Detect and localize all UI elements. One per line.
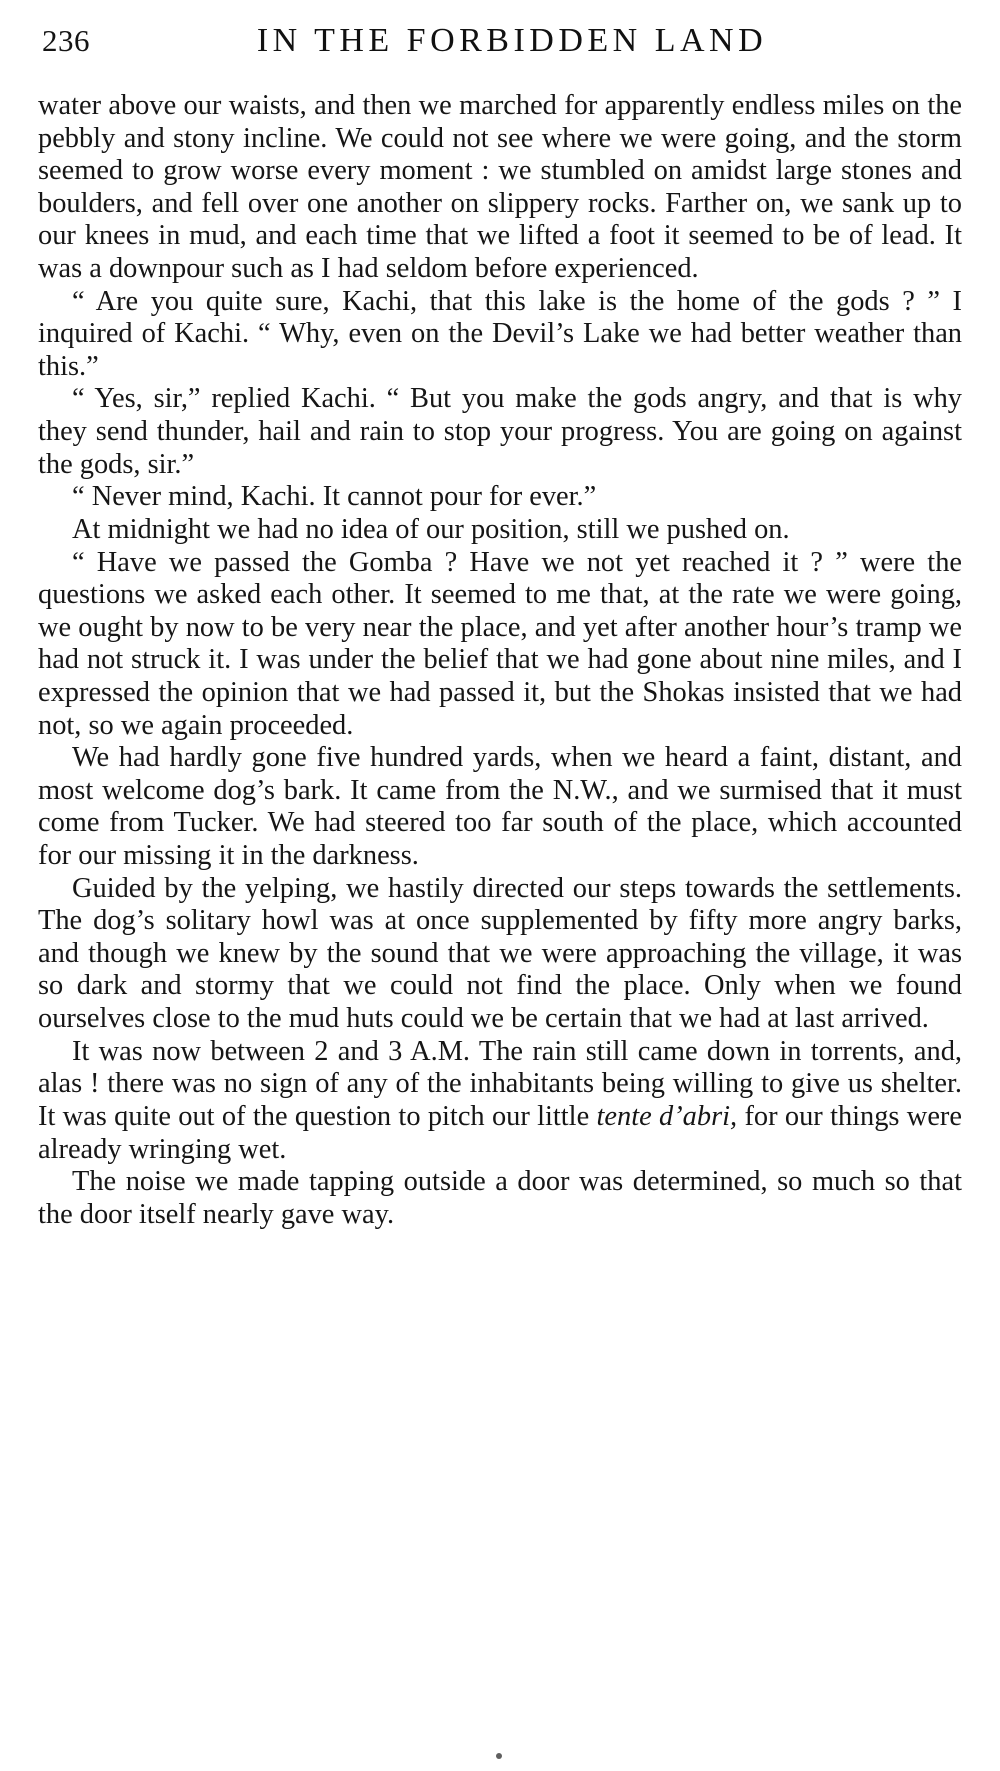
paragraph: At midnight we had no idea of our position, still we pushed on. bbox=[72, 513, 790, 545]
page-footer-mark bbox=[496, 1753, 502, 1759]
page-header bbox=[30, 22, 970, 60]
page-number: 236 bbox=[42, 23, 90, 58]
paragraph: “ Have we passed the Gomba ? Have we not yet reached it ? ” were the questions we asked each other. It seemed to me that, at the rate we were going, we ought by now to be very near the place, and yet after another hour’s tramp we had not struck it. I was under the belief that we had gone about nine miles, and I expressed the opinion that we had passed it, but the Shokas insisted that we had not, so we again proceeded. bbox=[38, 546, 962, 741]
paragraph: water above our waists, and then we marched for apparently endless miles on the pebbly and stony incline. We could not see where we were going, and the storm seemed to grow worse every moment : we stumbled on amidst large stones and boulders, and fell over one another on slippery rocks. Farther on, we sank up to our knees in mud, and each time that we lifted a foot it seemed to be of lead. It was a downpour such as I had seldom before experienced. bbox=[38, 90, 962, 285]
paragraph-text-after-italic: for our things were already wringing wet. bbox=[38, 1100, 962, 1165]
paragraph: “ Never mind, Kachi. It cannot pour for ever.” bbox=[72, 481, 597, 513]
paragraph: “ Are you quite sure, Kachi, that this lake is the home of the gods ? ” I inquired of Kachi. “ Why, even on the Devil’s Lake we had better weather than this.” bbox=[38, 285, 962, 382]
paragraph: Guided by the yelping, we hastily directed our steps towards the settlements. The dog’s solitary howl was at once supplemented by fifty more angry barks, and though we knew by the sound that we were approaching the village, it was so dark and stormy that we could not find the place. Only when we found ourselves close to the mud huts could we be certain that we had at last arrived. bbox=[38, 872, 962, 1035]
italic-phrase: tente d’abri, bbox=[596, 1100, 738, 1132]
paragraph: The noise we made tapping outside a door was determined, so much so that the door itself nearly gave way. bbox=[38, 1166, 962, 1230]
running-title: IN THE FORBIDDEN LAND bbox=[256, 22, 768, 59]
page-body bbox=[30, 90, 970, 1231]
paragraph: We had hardly gone five hundred yards, when we heard a faint, distant, and most welcome dog’s bark. It came from the N.W., and we surmised that it must come from Tucker. We had steered too far south of the place, which accounted for our missing it in the darkness. bbox=[38, 742, 962, 872]
paragraph-with-italic bbox=[38, 1036, 962, 1166]
paragraph: “ Yes, sir,” replied Kachi. “ But you make the gods angry, and that is why they send thunder, hail and rain to stop your progress. You are going on against the gods, sir.” bbox=[38, 383, 962, 480]
paragraph-text-before-italic: It was now between 2 and 3 A.M. The rain still came down in torrents, and, alas ! there was no sign of any of the inhabitants being willing to give us shelter. It was quite out of the question to pitch our little bbox=[38, 1035, 962, 1132]
